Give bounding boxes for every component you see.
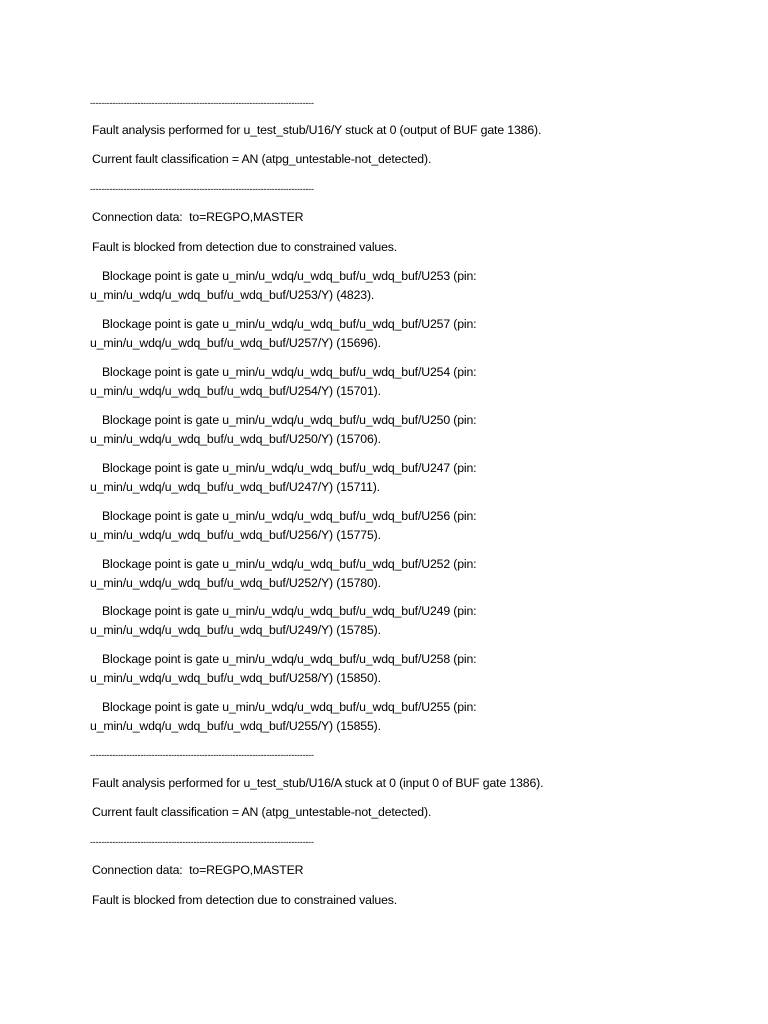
blockage-pin-line: u_min/u_wdq/u_wdq_buf/u_wdq_buf/U250/Y) (15706).: [90, 432, 381, 446]
blockage-entry: [90, 555, 690, 593]
fault-classification-line: Current fault classification = AN (atpg_untestable-not_detected).: [92, 805, 432, 819]
separator-line: --------------------------------------------------------------------------------: [90, 98, 314, 108]
blockage-pin-line: u_min/u_wdq/u_wdq_buf/u_wdq_buf/U254/Y) (15701).: [90, 384, 381, 398]
fault-analysis-line: Fault analysis performed for u_test_stub/U16/A stuck at 0 (input 0 of BUF gate 1386).: [92, 776, 544, 790]
blockage-entry: [90, 315, 690, 353]
blockage-entry: [90, 602, 690, 640]
blockage-pin-line: u_min/u_wdq/u_wdq_buf/u_wdq_buf/U257/Y) (15696).: [90, 336, 381, 350]
blockage-line: Blockage point is gate u_min/u_wdq/u_wdq_buf/u_wdq_buf/U247 (pin:: [102, 461, 477, 475]
blockage-pin-line: u_min/u_wdq/u_wdq_buf/u_wdq_buf/U258/Y) (15850).: [90, 671, 381, 685]
fault-analysis-line: Fault analysis performed for u_test_stub/U16/Y stuck at 0 (output of BUF gate 1386).: [92, 123, 542, 137]
separator-line: --------------------------------------------------------------------------------: [90, 184, 314, 194]
blockage-line: Blockage point is gate u_min/u_wdq/u_wdq_buf/u_wdq_buf/U252 (pin:: [102, 557, 477, 571]
blockage-line: Blockage point is gate u_min/u_wdq/u_wdq_buf/u_wdq_buf/U256 (pin:: [102, 509, 477, 523]
blockage-line: Blockage point is gate u_min/u_wdq/u_wdq_buf/u_wdq_buf/U258 (pin:: [102, 652, 477, 666]
connection-data-line: Connection data: to=REGPO,MASTER: [92, 863, 304, 877]
blockage-pin-line: u_min/u_wdq/u_wdq_buf/u_wdq_buf/U249/Y) (15785).: [90, 623, 381, 637]
separator-line: --------------------------------------------------------------------------------: [90, 837, 314, 847]
blockage-entry: [90, 507, 690, 545]
fault-blocked-line: Fault is blocked from detection due to constrained values.: [92, 893, 398, 907]
blockage-pin-line: u_min/u_wdq/u_wdq_buf/u_wdq_buf/U255/Y) (15855).: [90, 719, 381, 733]
fault-blocked-line: Fault is blocked from detection due to constrained values.: [92, 240, 398, 254]
blockage-line: Blockage point is gate u_min/u_wdq/u_wdq_buf/u_wdq_buf/U255 (pin:: [102, 700, 477, 714]
blockage-pin-line: u_min/u_wdq/u_wdq_buf/u_wdq_buf/U253/Y) (4823).: [90, 288, 375, 302]
connection-data-line: Connection data: to=REGPO,MASTER: [92, 210, 304, 224]
separator-line: --------------------------------------------------------------------------------: [90, 750, 314, 760]
blockage-entry: [90, 411, 690, 449]
blockage-line: Blockage point is gate u_min/u_wdq/u_wdq_buf/u_wdq_buf/U253 (pin:: [102, 269, 477, 283]
blockage-line: Blockage point is gate u_min/u_wdq/u_wdq_buf/u_wdq_buf/U254 (pin:: [102, 365, 477, 379]
blockage-entry: [90, 698, 690, 736]
blockage-entry: [90, 363, 690, 401]
fault-classification-line: Current fault classification = AN (atpg_untestable-not_detected).: [92, 152, 432, 166]
blockage-pin-line: u_min/u_wdq/u_wdq_buf/u_wdq_buf/U247/Y) (15711).: [90, 480, 380, 494]
blockage-line: Blockage point is gate u_min/u_wdq/u_wdq_buf/u_wdq_buf/U257 (pin:: [102, 317, 477, 331]
blockage-line: Blockage point is gate u_min/u_wdq/u_wdq_buf/u_wdq_buf/U250 (pin:: [102, 413, 477, 427]
blockage-pin-line: u_min/u_wdq/u_wdq_buf/u_wdq_buf/U252/Y) (15780).: [90, 576, 381, 590]
blockage-pin-line: u_min/u_wdq/u_wdq_buf/u_wdq_buf/U256/Y) (15775).: [90, 528, 381, 542]
blockage-entry: [90, 459, 690, 497]
blockage-entry: [90, 650, 690, 688]
blockage-line: Blockage point is gate u_min/u_wdq/u_wdq_buf/u_wdq_buf/U249 (pin:: [102, 604, 477, 618]
blockage-entry: [90, 267, 690, 305]
